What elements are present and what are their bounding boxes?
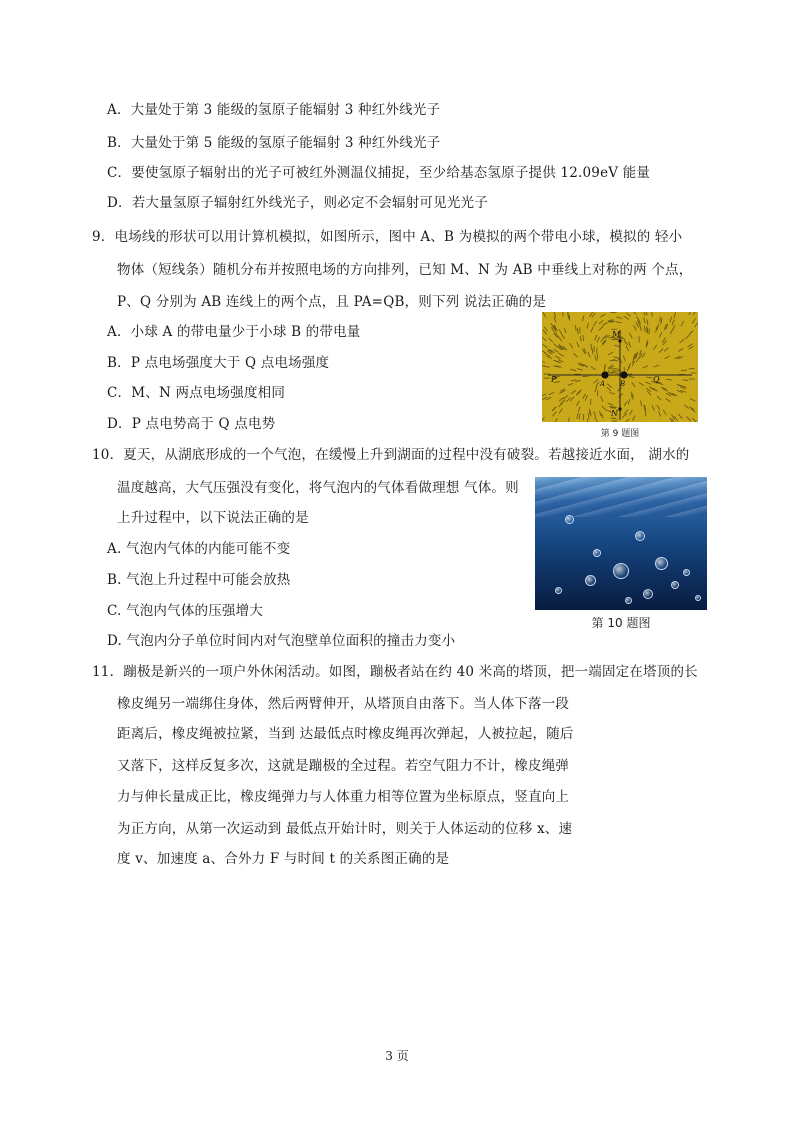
- page-number: 3 页: [385, 1049, 409, 1063]
- q8-option-a: A．大量处于第 3 能级的氢原子能辐射 3 种红外线光子: [107, 102, 441, 118]
- q10-bubble: [613, 563, 629, 579]
- q10-bubble: [671, 581, 679, 589]
- q9-field-stroke: [597, 348, 598, 353]
- q11-stem-line-3: 距离后，橡皮绳被拉紧，当到 达最低点时橡皮绳再次弹起，人被拉起，随后: [117, 726, 574, 742]
- q9-label-p: P: [551, 375, 557, 384]
- q9-field-figure: [542, 312, 698, 422]
- q10-option-d: D. 气泡内分子单位时间内对气泡壁单位面积的撞击力变小: [107, 633, 456, 649]
- q9-label-b: B: [620, 380, 626, 388]
- q10-option-c: C. 气泡内气体的压强增大: [107, 603, 264, 619]
- q9-field-stroke: [589, 409, 590, 414]
- q10-bubble: [683, 569, 690, 576]
- q9-stem-line-3: P、Q 分别为 AB 连线上的两个点，且 PA=QB，则下列 说法正确的是: [117, 294, 547, 310]
- q8-option-b: B．大量处于第 5 能级的氢原子能辐射 3 种红外线光子: [107, 135, 441, 151]
- q9-point-m: [618, 339, 621, 342]
- q10-stem-line-2: 温度越高，大气压强没有变化，将气泡内的气体看做理想 气体。则: [117, 480, 519, 496]
- q11-stem-line-5: 力与伸长量成正比，橡皮绳弹力与人体重力相等位置为坐标原点，竖直向上: [117, 789, 570, 805]
- q9-field-stroke: [611, 369, 616, 370]
- q10-water-photo: [535, 477, 707, 610]
- q9-label-n: N: [611, 409, 618, 418]
- q9-field-svg: [542, 312, 698, 422]
- q10-bubble: [695, 595, 701, 601]
- q9-stem-line-1: 9．电场线的形状可以用计算机模拟，如图所示，图中 A、B 为模拟的两个带电小球，模拟的 轻小: [92, 229, 683, 245]
- q9-label-a: A: [600, 380, 606, 388]
- q10-stem-line-1: 10．夏天，从湖底形成的一个气泡，在缓慢上升到湖面的过程中没有破裂。若越接近水面， 湖水的: [92, 447, 690, 463]
- q9-label-q: Q: [653, 375, 660, 384]
- q9-field-stroke: [689, 368, 694, 369]
- q9-field-stroke: [613, 360, 618, 361]
- q9-ball-a: [601, 371, 608, 378]
- q10-option-b: B. 气泡上升过程中可能会放热: [107, 572, 291, 588]
- q10-bubble: [655, 557, 668, 570]
- q9-point-n: [618, 407, 621, 410]
- q8-option-c: C．要使氢原子辐射出的光子可被红外测温仪捕捉，至少给基态氢原子提供 12.09eV 能量: [107, 165, 651, 181]
- q11-stem-line-4: 又落下，这样反复多次，这就是蹦极的全过程。若空气阻力不计，橡皮绳弹: [117, 758, 570, 774]
- q10-bubble: [565, 515, 574, 524]
- q11-stem-line-1: 11．蹦极是新兴的一项户外休闲活动。如图，蹦极者站在约 40 米高的塔顶，把一端固定在塔顶的长: [92, 664, 698, 680]
- q10-figure-caption: 第 10 题图: [591, 616, 651, 630]
- q10-option-a: A. 气泡内气体的内能可能不变: [107, 541, 291, 557]
- q10-bubble: [643, 589, 653, 599]
- q9-ball-b: [620, 371, 627, 378]
- q9-field-stroke: [613, 371, 618, 372]
- q11-stem-line-6: 为正方向，从第一次运动到 最低点开始计时，则关于人体运动的位移 x、速: [117, 821, 573, 837]
- q10-stem-line-3: 上升过程中，以下说法正确的是: [117, 510, 309, 526]
- q10-water-surface: [535, 477, 707, 517]
- q10-bubble: [585, 575, 596, 586]
- q11-stem-line-2: 橡皮绳另一端绑住身体，然后两臂伸开，从塔顶自由落下。当人体下落一段: [117, 696, 570, 712]
- q9-stem-line-2: 物体（短线条）随机分布并按照电场的方向排列，已知 M、N 为 AB 中垂线上对称的两 个点，: [117, 262, 693, 278]
- q9-label-m: M: [612, 330, 621, 339]
- q11-stem-line-7: 度 v、加速度 a、合外力 F 与时间 t 的关系图正确的是: [117, 851, 450, 867]
- q10-bubble: [625, 597, 632, 604]
- q9-field-stroke: [660, 317, 661, 322]
- q8-option-d: D．若大量氢原子辐射红外线光子，则必定不会辐射可见光光子: [107, 195, 488, 211]
- q10-bubble: [635, 531, 645, 541]
- q9-field-stroke: [645, 326, 646, 331]
- q9-option-c: C．M、N 两点电场强度相同: [107, 385, 286, 401]
- q9-field-stroke: [583, 336, 584, 341]
- q10-bubble: [555, 587, 562, 594]
- q9-field-stroke: [645, 411, 646, 416]
- q9-field-stroke: [576, 325, 577, 330]
- q9-field-stroke: [681, 370, 686, 371]
- q9-option-b: B．P 点电场强度大于 Q 点电场强度: [107, 355, 330, 371]
- q9-field-stroke: [683, 380, 688, 381]
- q9-option-a: A．小球 A 的带电量少于小球 B 的带电量: [107, 324, 361, 340]
- q9-figure-caption: 第 9 题图: [600, 429, 640, 439]
- q10-bubble: [593, 549, 601, 557]
- q9-option-d: D．P 点电势高于 Q 点电势: [107, 416, 276, 432]
